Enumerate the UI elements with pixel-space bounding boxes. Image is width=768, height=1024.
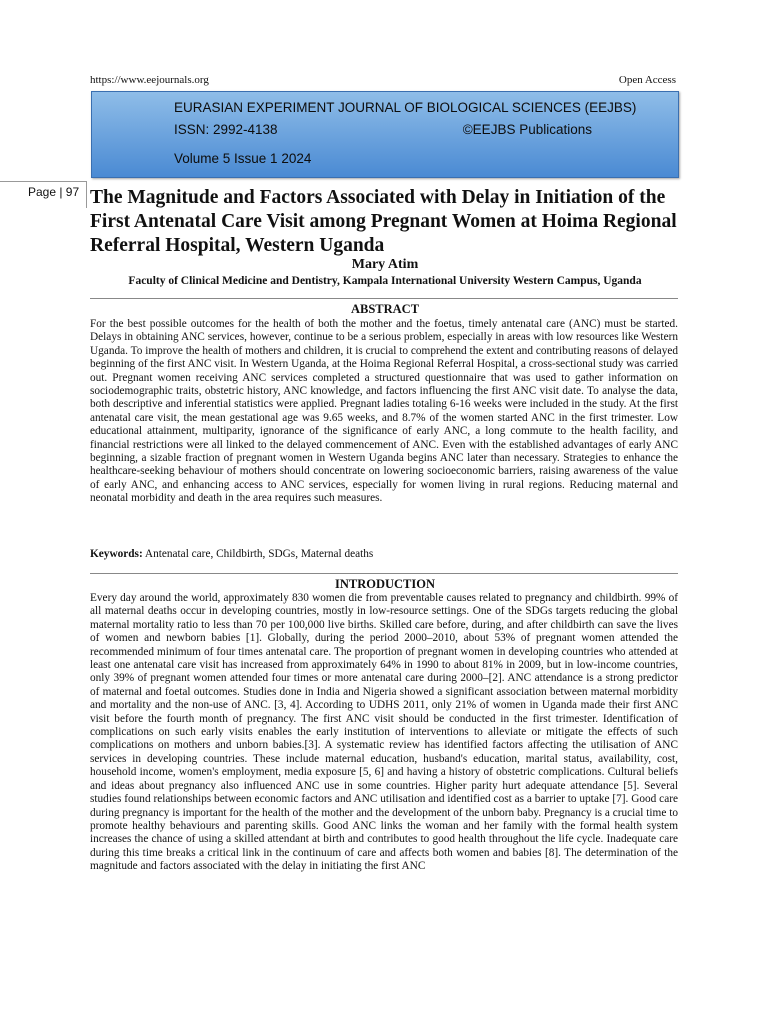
author-affiliation: Faculty of Clinical Medicine and Dentistry, Kampala International University Western Campus, Uganda xyxy=(128,275,642,287)
abstract-text: For the best possible outcomes for the health of both the mother and the foetus, timely antenatal care (ANC) must be started. Delays in obtaining ANC services, however, continue to be a serious problem, especially in areas with low resources like Western Uganda. To improve the health of mothers and children, it is crucial to comprehend the extent and contributing reasons of delayed beginning of the first ANC visit. In Western Uganda, at the Hoima Regional Referral Hospital, a cross-sectional study was carried out. Pregnant women receiving ANC services completed a structured questionnaire that was used to gather information on sociodemographic traits, obstetric history, ANC knowledge, and factors influencing the first ANC visit date. To analyse the data, both descriptive and inferential statistics were applied. Pregnant ladies totaling 6-16 weeks were included in the study. At the first antenatal care visit, the mean gestational age was 9.65 weeks, and 8.7% of the women started ANC in the first trimester. Low educational attainment, multiparity, ignorance of the significance of early ANC, a long commute to the health facility, and financial restrictions were all linked to the delayed commencement of ANC. Even with the established advantages of early ANC beginning, a sizable fraction of pregnant women in Western Uganda begins ANC later than necessary. Strategies to enhance the healthcare-seeking behaviour of mothers should concentrate on lowering socioeconomic barriers, raising awareness of the value of early ANC, and enhancing access to ANC services, especially for women living in rural regions. Reducing maternal and neonatal morbidity and death in the area requires such measures. xyxy=(90,318,678,505)
page-number: Page | 97 xyxy=(28,185,80,199)
journal-url[interactable]: https://www.eejournals.org xyxy=(90,74,209,86)
introduction-heading: INTRODUCTION xyxy=(334,577,435,591)
author-name: Mary Atim xyxy=(351,257,419,272)
keywords-list: Antenatal care, Childbirth, SDGs, Maternal deaths xyxy=(142,548,374,560)
introduction-top-rule xyxy=(90,573,678,574)
article-title: The Magnitude and Factors Associated with Delay in Initiation of the First Antenatal Care Visit among Pregnant Women at Hoima Regional Referral Hospital, Western Uganda xyxy=(90,187,677,256)
keywords-line xyxy=(90,548,678,561)
keywords-label: Keywords: xyxy=(90,548,143,560)
journal-name: EURASIAN EXPERIMENT JOURNAL OF BIOLOGICAL SCIENCES (EEJBS) xyxy=(174,100,637,115)
introduction-text: Every day around the world, approximately 830 women die from preventable causes related to pregnancy and childbirth. 99% of all maternal deaths occur in developing countries, mostly in low-resource settings. One of the SDGs targets reducing the global maternal mortality ratio to less than 70 per 100,000 live births. Skilled care before, during, and after childbirth can save the lives of women and newborn babies [1]. Globally, during the period 2000–2010, about 53% of pregnant women attended the recommended minimum of four times antenatal care. The proportion of pregnant women in developing countries who attended at least one antenatal care visit has increased from approximately 64% in 1990 to about 81% in 2009, but in low-income countries, only 39% of pregnant women attended four times or more antenatal care during 2000–[2]. ANC attendance is a strong predictor of maternal and foetal outcomes. Studies done in India and Nigeria showed a significant association between maternal morbidity and mortality and the non-use of ANC. [3, 4]. According to UDHS 2011, only 21% of women in Uganda made their first ANC visit before the fourth month of pregnancy. The first ANC visit should be conducted in the first trimester. Identification of complications on such early visits enables the early institution of interventions to alleviate or mitigate the effects of such complications on mothers and unborn babies.[3]. A systematic review has identified factors affecting the utilisation of ANC services in developing countries. These include maternal education, husband's education, marital status, availability, cost, household income, women's employment, media exposure [5, 6] and having a history of obstetric complications. Cultural beliefs and ideas about pregnancy also influenced ANC use in some countries. Higher parity hurt adequate attendance [5]. Several studies found relationships between economic factors and ANC utilisation and identified cost as a barrier to uptake [7]. Good care during pregnancy is important for the health of the mother and the development of the unborn baby. Pregnancy is a crucial time to promote healthy behaviours and parenting skills. Good ANC links the woman and her family with the formal health system increases the chance of using a skilled attendant at birth and contributes to good health throughout the life cycle. Inadequate care during this time breaks a critical link in the continuum of care and affects both women and babies [8]. The determination of the magnitude and factors associated with the delay in initiating the first ANC xyxy=(90,592,678,873)
open-access-label: Open Access xyxy=(618,74,676,86)
volume-issue: Volume 5 Issue 1 2024 xyxy=(174,151,312,166)
abstract-top-rule xyxy=(90,298,678,299)
abstract-heading: ABSTRACT xyxy=(350,302,420,316)
publisher: ©EEJBS Publications xyxy=(462,122,592,137)
journal-banner xyxy=(91,91,679,178)
issn: ISSN: 2992-4138 xyxy=(174,122,278,137)
